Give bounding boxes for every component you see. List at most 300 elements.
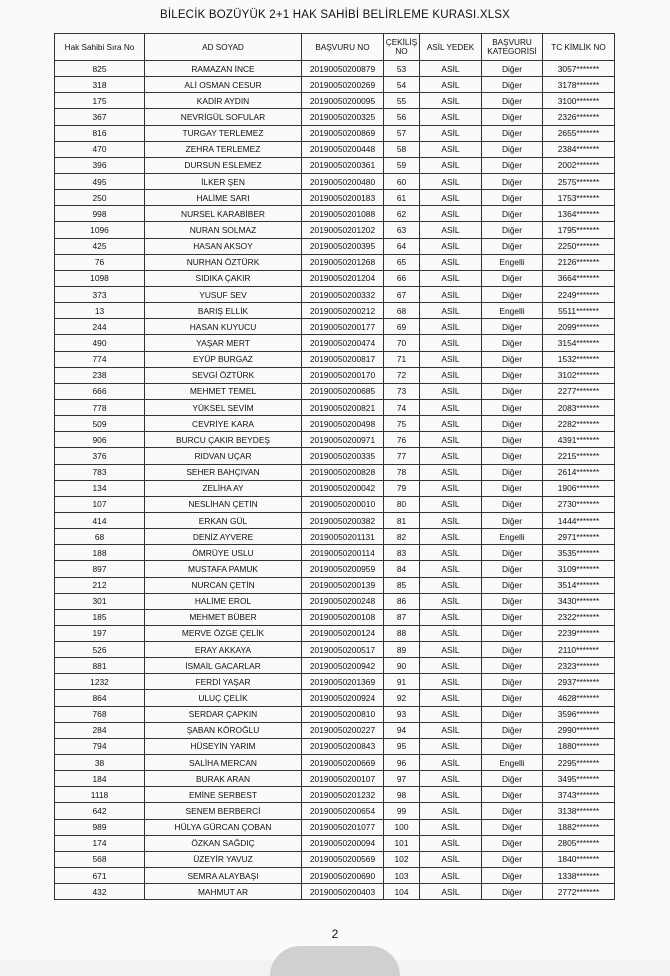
cell-ad-soyad: ÖZKAN SAĞDIÇ — [145, 835, 302, 851]
cell-asil-yedek: ASİL — [420, 529, 482, 545]
cell-tc-kimlik: 2937******* — [543, 674, 615, 690]
cell-sira: 989 — [55, 819, 145, 835]
table-row — [55, 286, 615, 302]
table-row — [55, 61, 615, 77]
cell-tc-kimlik: 3109******* — [543, 561, 615, 577]
cell-sira: 250 — [55, 190, 145, 206]
cell-cekilis-no: 66 — [384, 270, 420, 286]
cell-cekilis-no: 64 — [384, 238, 420, 254]
cell-asil-yedek: ASİL — [420, 319, 482, 335]
cell-basvuru-no: 20190050200332 — [302, 286, 384, 302]
cell-kategori: Diğer — [482, 190, 543, 206]
cell-tc-kimlik: 3102******* — [543, 367, 615, 383]
cell-tc-kimlik: 2384******* — [543, 141, 615, 157]
cell-asil-yedek: ASİL — [420, 884, 482, 900]
cell-sira: 881 — [55, 658, 145, 674]
cell-ad-soyad: NURAN SOLMAZ — [145, 222, 302, 238]
cell-tc-kimlik: 4391******* — [543, 432, 615, 448]
cell-sira: 897 — [55, 561, 145, 577]
cell-ad-soyad: SERDAR ÇAPKIN — [145, 706, 302, 722]
cell-cekilis-no: 89 — [384, 642, 420, 658]
table-row — [55, 416, 615, 432]
cell-tc-kimlik: 2126******* — [543, 254, 615, 270]
cell-asil-yedek: ASİL — [420, 254, 482, 270]
cell-kategori: Diğer — [482, 206, 543, 222]
cell-cekilis-no: 69 — [384, 319, 420, 335]
cell-basvuru-no: 20190050201088 — [302, 206, 384, 222]
cell-tc-kimlik: 2295******* — [543, 755, 615, 771]
table-row — [55, 141, 615, 157]
cell-sira: 906 — [55, 432, 145, 448]
cell-sira: 238 — [55, 367, 145, 383]
cell-cekilis-no: 73 — [384, 383, 420, 399]
cell-asil-yedek: ASİL — [420, 270, 482, 286]
cell-cekilis-no: 99 — [384, 803, 420, 819]
table-row — [55, 109, 615, 125]
table-row — [55, 593, 615, 609]
cell-cekilis-no: 92 — [384, 690, 420, 706]
cell-ad-soyad: HALİME EROL — [145, 593, 302, 609]
cell-asil-yedek: ASİL — [420, 545, 482, 561]
cell-basvuru-no: 20190050200094 — [302, 835, 384, 851]
cell-cekilis-no: 79 — [384, 480, 420, 496]
table-row — [55, 432, 615, 448]
cell-sira: 134 — [55, 480, 145, 496]
table-row — [55, 319, 615, 335]
table-row — [55, 270, 615, 286]
cell-asil-yedek: ASİL — [420, 399, 482, 415]
cell-asil-yedek: ASİL — [420, 609, 482, 625]
table-body — [55, 61, 615, 900]
cell-cekilis-no: 100 — [384, 819, 420, 835]
cell-asil-yedek: ASİL — [420, 706, 482, 722]
cell-kategori: Diğer — [482, 157, 543, 173]
cell-sira: 864 — [55, 690, 145, 706]
cell-tc-kimlik: 1532******* — [543, 351, 615, 367]
cell-ad-soyad: MERVE ÖZGE ÇELİK — [145, 625, 302, 641]
cell-cekilis-no: 87 — [384, 609, 420, 625]
cell-cekilis-no: 85 — [384, 577, 420, 593]
cell-asil-yedek: ASİL — [420, 190, 482, 206]
cell-ad-soyad: MUSTAFA PAMUK — [145, 561, 302, 577]
cell-kategori: Diğer — [482, 141, 543, 157]
cell-basvuru-no: 20190050201232 — [302, 787, 384, 803]
cell-sira: 174 — [55, 835, 145, 851]
cell-ad-soyad: ÜZEYİR YAVUZ — [145, 851, 302, 867]
cell-cekilis-no: 96 — [384, 755, 420, 771]
cell-basvuru-no: 20190050200817 — [302, 351, 384, 367]
cell-tc-kimlik: 2805******* — [543, 835, 615, 851]
page-number: 2 — [331, 927, 339, 941]
cell-tc-kimlik: 3743******* — [543, 787, 615, 803]
cell-sira: 284 — [55, 722, 145, 738]
cell-basvuru-no: 20190050200010 — [302, 496, 384, 512]
cell-asil-yedek: ASİL — [420, 125, 482, 141]
cell-tc-kimlik: 2215******* — [543, 448, 615, 464]
table-row — [55, 884, 615, 900]
cell-sira: 1098 — [55, 270, 145, 286]
cell-ad-soyad: HASAN KUYUCU — [145, 319, 302, 335]
cell-kategori: Diğer — [482, 319, 543, 335]
cell-cekilis-no: 82 — [384, 529, 420, 545]
cell-sira: 794 — [55, 738, 145, 754]
cell-basvuru-no: 20190050200942 — [302, 658, 384, 674]
cell-asil-yedek: ASİL — [420, 512, 482, 528]
cell-sira: 38 — [55, 755, 145, 771]
cell-cekilis-no: 81 — [384, 512, 420, 528]
cell-kategori: Diğer — [482, 270, 543, 286]
table-row — [55, 851, 615, 867]
cell-basvuru-no: 20190050200669 — [302, 755, 384, 771]
cell-ad-soyad: ÖMRÜYE USLU — [145, 545, 302, 561]
cell-basvuru-no: 20190050200114 — [302, 545, 384, 561]
cell-tc-kimlik: 1364******* — [543, 206, 615, 222]
cell-kategori: Diğer — [482, 448, 543, 464]
cell-asil-yedek: ASİL — [420, 141, 482, 157]
cell-kategori: Diğer — [482, 93, 543, 109]
cell-ad-soyad: RIDVAN UÇAR — [145, 448, 302, 464]
cell-sira: 244 — [55, 319, 145, 335]
cell-basvuru-no: 20190050200654 — [302, 803, 384, 819]
cell-basvuru-no: 20190050200124 — [302, 625, 384, 641]
cell-sira: 509 — [55, 416, 145, 432]
cell-ad-soyad: RAMAZAN İNCE — [145, 61, 302, 77]
cell-ad-soyad: BARIŞ ELLİK — [145, 303, 302, 319]
cell-tc-kimlik: 1444******* — [543, 512, 615, 528]
cell-cekilis-no: 77 — [384, 448, 420, 464]
cell-asil-yedek: ASİL — [420, 496, 482, 512]
cell-cekilis-no: 104 — [384, 884, 420, 900]
cell-kategori: Diğer — [482, 642, 543, 658]
cell-asil-yedek: ASİL — [420, 383, 482, 399]
cell-ad-soyad: ERKAN GÜL — [145, 512, 302, 528]
cell-cekilis-no: 90 — [384, 658, 420, 674]
cell-asil-yedek: ASİL — [420, 206, 482, 222]
table-row — [55, 690, 615, 706]
cell-cekilis-no: 61 — [384, 190, 420, 206]
cell-basvuru-no: 20190050200685 — [302, 383, 384, 399]
cell-basvuru-no: 20190050200971 — [302, 432, 384, 448]
table-row — [55, 399, 615, 415]
cell-asil-yedek: ASİL — [420, 755, 482, 771]
cell-asil-yedek: ASİL — [420, 642, 482, 658]
cell-kategori: Diğer — [482, 383, 543, 399]
cell-sira: 495 — [55, 173, 145, 189]
cell-ad-soyad: ERAY AKKAYA — [145, 642, 302, 658]
header-tc-kimlik: TC KİMLİK NO — [543, 34, 615, 61]
cell-cekilis-no: 55 — [384, 93, 420, 109]
table-row — [55, 529, 615, 545]
cell-cekilis-no: 102 — [384, 851, 420, 867]
cell-sira: 367 — [55, 109, 145, 125]
cell-sira: 671 — [55, 868, 145, 884]
cell-tc-kimlik: 1906******* — [543, 480, 615, 496]
table-row — [55, 819, 615, 835]
cell-basvuru-no: 20190050200843 — [302, 738, 384, 754]
table-row — [55, 755, 615, 771]
cell-sira: 642 — [55, 803, 145, 819]
header-cekilis-no: ÇEKİLİŞ NO — [384, 34, 420, 61]
cell-basvuru-no: 20190050200248 — [302, 593, 384, 609]
cell-cekilis-no: 63 — [384, 222, 420, 238]
cell-cekilis-no: 76 — [384, 432, 420, 448]
cell-asil-yedek: ASİL — [420, 771, 482, 787]
cell-tc-kimlik: 2772******* — [543, 884, 615, 900]
cell-sira: 783 — [55, 464, 145, 480]
cell-cekilis-no: 93 — [384, 706, 420, 722]
cell-cekilis-no: 70 — [384, 335, 420, 351]
cell-kategori: Diğer — [482, 868, 543, 884]
cell-asil-yedek: ASİL — [420, 480, 482, 496]
cell-basvuru-no: 20190050200325 — [302, 109, 384, 125]
cell-tc-kimlik: 5511******* — [543, 303, 615, 319]
cell-asil-yedek: ASİL — [420, 77, 482, 93]
cell-sira: 376 — [55, 448, 145, 464]
cell-asil-yedek: ASİL — [420, 303, 482, 319]
cell-kategori: Diğer — [482, 706, 543, 722]
cell-basvuru-no: 20190050200924 — [302, 690, 384, 706]
cell-tc-kimlik: 3535******* — [543, 545, 615, 561]
header-ad-soyad: AD SOYAD — [145, 34, 302, 61]
cell-ad-soyad: SEVGİ ÖZTÜRK — [145, 367, 302, 383]
cell-ad-soyad: CEVRİYE KARA — [145, 416, 302, 432]
cell-kategori: Diğer — [482, 367, 543, 383]
cell-sira: 778 — [55, 399, 145, 415]
cell-kategori: Engelli — [482, 755, 543, 771]
cell-tc-kimlik: 2322******* — [543, 609, 615, 625]
cell-ad-soyad: FERDİ YAŞAR — [145, 674, 302, 690]
cell-sira: 301 — [55, 593, 145, 609]
table-row — [55, 545, 615, 561]
cell-basvuru-no: 20190050200690 — [302, 868, 384, 884]
cell-asil-yedek: ASİL — [420, 593, 482, 609]
cell-ad-soyad: MEHMET BÜBER — [145, 609, 302, 625]
cell-kategori: Diğer — [482, 835, 543, 851]
cell-basvuru-no: 20190050200042 — [302, 480, 384, 496]
table-row — [55, 835, 615, 851]
cell-kategori: Diğer — [482, 432, 543, 448]
table-row — [55, 577, 615, 593]
cell-ad-soyad: EYÜP BURGAZ — [145, 351, 302, 367]
cell-ad-soyad: TURGAY TERLEMEZ — [145, 125, 302, 141]
cell-asil-yedek: ASİL — [420, 868, 482, 884]
table-row — [55, 512, 615, 528]
cell-sira: 107 — [55, 496, 145, 512]
cell-kategori: Diğer — [482, 771, 543, 787]
cell-kategori: Diğer — [482, 593, 543, 609]
table-row — [55, 222, 615, 238]
cell-sira: 774 — [55, 351, 145, 367]
cell-kategori: Diğer — [482, 351, 543, 367]
cell-kategori: Diğer — [482, 722, 543, 738]
cell-basvuru-no: 20190050200108 — [302, 609, 384, 625]
cell-cekilis-no: 72 — [384, 367, 420, 383]
cell-sira: 185 — [55, 609, 145, 625]
cell-tc-kimlik: 2250******* — [543, 238, 615, 254]
table-row — [55, 77, 615, 93]
cell-sira: 396 — [55, 157, 145, 173]
cell-sira: 373 — [55, 286, 145, 302]
cell-ad-soyad: HÜLYA GÜRCAN ÇOBAN — [145, 819, 302, 835]
cell-cekilis-no: 74 — [384, 399, 420, 415]
cell-asil-yedek: ASİL — [420, 464, 482, 480]
cell-asil-yedek: ASİL — [420, 286, 482, 302]
cell-kategori: Diğer — [482, 884, 543, 900]
cell-asil-yedek: ASİL — [420, 432, 482, 448]
cell-kategori: Diğer — [482, 545, 543, 561]
cell-tc-kimlik: 2614******* — [543, 464, 615, 480]
table-row — [55, 190, 615, 206]
cell-tc-kimlik: 2277******* — [543, 383, 615, 399]
cell-tc-kimlik: 2655******* — [543, 125, 615, 141]
cell-tc-kimlik: 1753******* — [543, 190, 615, 206]
cell-cekilis-no: 57 — [384, 125, 420, 141]
cell-kategori: Diğer — [482, 480, 543, 496]
cell-cekilis-no: 67 — [384, 286, 420, 302]
table-row — [55, 383, 615, 399]
cell-asil-yedek: ASİL — [420, 787, 482, 803]
cell-asil-yedek: ASİL — [420, 658, 482, 674]
table-row — [55, 125, 615, 141]
table-row — [55, 625, 615, 641]
cell-ad-soyad: YAŞAR MERT — [145, 335, 302, 351]
cell-kategori: Diğer — [482, 609, 543, 625]
cell-sira: 175 — [55, 93, 145, 109]
cell-ad-soyad: YUSUF SEV — [145, 286, 302, 302]
cell-sira: 768 — [55, 706, 145, 722]
cell-kategori: Diğer — [482, 674, 543, 690]
cell-cekilis-no: 65 — [384, 254, 420, 270]
cell-cekilis-no: 94 — [384, 722, 420, 738]
cell-sira: 666 — [55, 383, 145, 399]
cell-cekilis-no: 58 — [384, 141, 420, 157]
cell-cekilis-no: 71 — [384, 351, 420, 367]
cell-ad-soyad: ZELİHA AY — [145, 480, 302, 496]
cell-sira: 432 — [55, 884, 145, 900]
cell-sira: 470 — [55, 141, 145, 157]
cell-kategori: Engelli — [482, 303, 543, 319]
cell-kategori: Diğer — [482, 464, 543, 480]
cell-basvuru-no: 20190050200170 — [302, 367, 384, 383]
table-row — [55, 157, 615, 173]
cell-tc-kimlik: 2110******* — [543, 642, 615, 658]
cell-sira: 816 — [55, 125, 145, 141]
cell-asil-yedek: ASİL — [420, 625, 482, 641]
cell-basvuru-no: 20190050201369 — [302, 674, 384, 690]
table-row — [55, 303, 615, 319]
table-row — [55, 367, 615, 383]
cell-asil-yedek: ASİL — [420, 351, 482, 367]
cell-tc-kimlik: 1338******* — [543, 868, 615, 884]
table-row — [55, 93, 615, 109]
cell-tc-kimlik: 2730******* — [543, 496, 615, 512]
cell-cekilis-no: 53 — [384, 61, 420, 77]
cell-basvuru-no: 20190050200821 — [302, 399, 384, 415]
cell-cekilis-no: 84 — [384, 561, 420, 577]
cell-tc-kimlik: 1882******* — [543, 819, 615, 835]
cell-asil-yedek: ASİL — [420, 722, 482, 738]
cell-cekilis-no: 59 — [384, 157, 420, 173]
cell-ad-soyad: NURHAN ÖZTÜRK — [145, 254, 302, 270]
cell-tc-kimlik: 1840******* — [543, 851, 615, 867]
cell-basvuru-no: 20190050200183 — [302, 190, 384, 206]
cell-tc-kimlik: 2282******* — [543, 416, 615, 432]
cell-tc-kimlik: 2575******* — [543, 173, 615, 189]
cell-ad-soyad: ZEHRA TERLEMEZ — [145, 141, 302, 157]
cell-tc-kimlik: 3430******* — [543, 593, 615, 609]
cell-cekilis-no: 88 — [384, 625, 420, 641]
cell-sira: 825 — [55, 61, 145, 77]
table-header-row — [55, 34, 615, 61]
cell-ad-soyad: ALİ OSMAN CESUR — [145, 77, 302, 93]
cell-asil-yedek: ASİL — [420, 448, 482, 464]
cell-basvuru-no: 20190050200869 — [302, 125, 384, 141]
cell-cekilis-no: 75 — [384, 416, 420, 432]
cell-basvuru-no: 20190050201131 — [302, 529, 384, 545]
header-sira: Hak Sahibi Sıra No — [55, 34, 145, 61]
cell-cekilis-no: 86 — [384, 593, 420, 609]
cell-sira: 188 — [55, 545, 145, 561]
cell-kategori: Diğer — [482, 496, 543, 512]
cell-kategori: Diğer — [482, 173, 543, 189]
cell-basvuru-no: 20190050200382 — [302, 512, 384, 528]
cell-sira: 490 — [55, 335, 145, 351]
cell-ad-soyad: SEHER BAHÇIVAN — [145, 464, 302, 480]
cell-kategori: Diğer — [482, 738, 543, 754]
cell-asil-yedek: ASİL — [420, 93, 482, 109]
table-row — [55, 642, 615, 658]
cell-kategori: Diğer — [482, 286, 543, 302]
cell-kategori: Diğer — [482, 658, 543, 674]
table-row — [55, 609, 615, 625]
cell-tc-kimlik: 3514******* — [543, 577, 615, 593]
header-kategori: BAŞVURU KATEGORİSİ — [482, 34, 543, 61]
scroll-indicator[interactable] — [270, 946, 400, 976]
cell-sira: 318 — [55, 77, 145, 93]
table-row — [55, 706, 615, 722]
table-row — [55, 254, 615, 270]
header-basvuru-no: BAŞVURU NO — [302, 34, 384, 61]
cell-basvuru-no: 20190050200448 — [302, 141, 384, 157]
cell-ad-soyad: İSMAİL GACARLAR — [145, 658, 302, 674]
cell-basvuru-no: 20190050200569 — [302, 851, 384, 867]
cell-basvuru-no: 20190050200828 — [302, 464, 384, 480]
cell-ad-soyad: HALİME SARI — [145, 190, 302, 206]
cell-sira: 425 — [55, 238, 145, 254]
table-row — [55, 738, 615, 754]
cell-kategori: Diğer — [482, 125, 543, 141]
cell-basvuru-no: 20190050201268 — [302, 254, 384, 270]
cell-asil-yedek: ASİL — [420, 173, 482, 189]
table-row — [55, 722, 615, 738]
cell-tc-kimlik: 2990******* — [543, 722, 615, 738]
cell-tc-kimlik: 2249******* — [543, 286, 615, 302]
cell-basvuru-no: 20190050200139 — [302, 577, 384, 593]
cell-tc-kimlik: 3057******* — [543, 61, 615, 77]
cell-tc-kimlik: 4628******* — [543, 690, 615, 706]
cell-cekilis-no: 83 — [384, 545, 420, 561]
table-row — [55, 206, 615, 222]
cell-ad-soyad: MAHMUT AR — [145, 884, 302, 900]
cell-kategori: Diğer — [482, 109, 543, 125]
cell-ad-soyad: SIDIKA ÇAKIR — [145, 270, 302, 286]
cell-basvuru-no: 20190050201077 — [302, 819, 384, 835]
cell-tc-kimlik: 3154******* — [543, 335, 615, 351]
table-row — [55, 351, 615, 367]
cell-ad-soyad: BURAK ARAN — [145, 771, 302, 787]
cell-cekilis-no: 101 — [384, 835, 420, 851]
table-row — [55, 561, 615, 577]
